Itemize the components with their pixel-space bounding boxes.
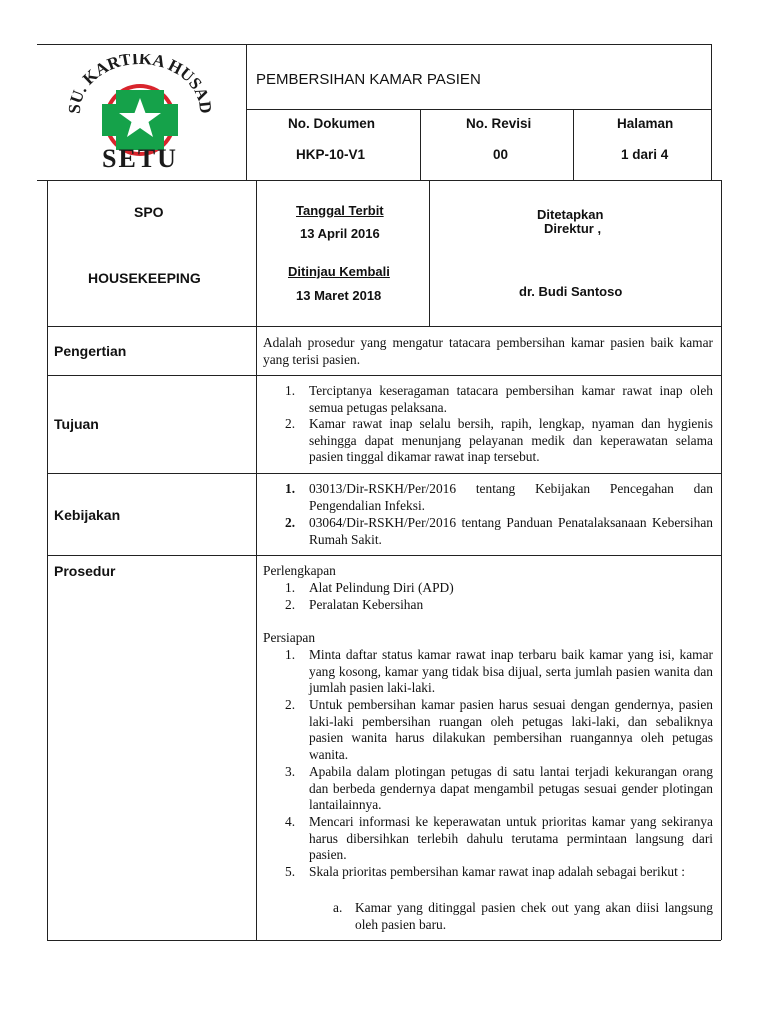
pengertian-label: Pengertian — [54, 343, 127, 359]
issued-date: 13 April 2016 — [300, 226, 380, 241]
tujuan-list: 1. Terciptanya keseragaman tatacara pembersihan kamar rawat inap oleh semua petugas pelaksana. 2. Kamar rawat inap selalu bersih, rapih, lengkap, nyaman dan hygienis sehingga dapat menunjang pelayanan medik dan keperawatan selama pasien tinggal dikamar rawat inap tersebut. — [285, 383, 713, 465]
prosedur-content: Perlengkapan 1. Alat Pelindung Diri (APD) 2. Peralatan Kebersihan Persiapan 1. Minta daftar status kamar rawat inap terbaru baik kamar yang isi, kamar yang kosong, kamar yang tidak bisa dijual, serta jumlah pasien wanita dan jumlah pasien laki-laki. 2. Untuk pembersihan kamar pasien harus sesuai dengan gendernya, pasien laki-laki pembersihan ruangan oleh petugas laki-laki, dan sebaliknya pasien wanita harus dilakukan pembersihan ruangannya oleh petugas wanita. 3. Apabila dalam plotingan petugas di satu lantai terjadi kekurangan orang dan berbeda gendernya dapat mengambil petugas sesuai gender plotingan lantailainnya. 4. Mencari informasi ke keperawatan untuk prioritas kamar yang sekiranya harus dibersihkan terlebih dahulu terutama permintaan langsung dari pasien. 5. Skala prioritas pembersihan kamar rawat inap adalah sebagai berikut : a. Kamar yang ditinggal pasien chek out yang akan diisi langsung oleh pasien baru. — [263, 563, 713, 932]
hospital-logo — [62, 54, 218, 172]
review-date: 13 Maret 2018 — [296, 288, 382, 303]
persiapan-title: Persiapan — [263, 630, 316, 645]
logo-bottom-text: SETU — [102, 144, 178, 172]
pengertian-text: Adalah prosedur yang mengatur tatacara pembersihan kamar pasien baik kamar yang terisi pasien. — [263, 335, 713, 367]
spo-label: SPO — [134, 204, 164, 220]
director-name: dr. Budi Santoso — [519, 284, 623, 299]
kebijakan-label: Kebijakan — [54, 507, 121, 523]
approval-line-1: Ditetapkan — [537, 207, 604, 222]
tujuan-label: Tujuan — [54, 416, 99, 432]
doc-number-value: HKP-10-V1 — [296, 147, 366, 162]
prosedur-label: Prosedur — [54, 563, 116, 579]
logo-arc-text: SU. KARTIKA HUSAD — [64, 54, 216, 115]
document-title: PEMBERSIHAN KAMAR PASIEN — [256, 71, 481, 88]
approval-line-2: Direktur , — [544, 221, 602, 236]
issued-date-label: Tanggal Terbit — [296, 203, 384, 218]
revision-value: 00 — [493, 147, 509, 162]
review-date-label: Ditinjau Kembali — [288, 264, 390, 279]
kebijakan-list: 1. 03013/Dir-RSKH/Per/2016 tentang Kebijakan Pencegahan dan Pengendalian Infeksi. 2. 03064/Dir-RSKH/Per/2016 tentang Panduan Penatalaksanaan Kebersihan Rumah Sakit. — [285, 481, 713, 547]
page-label: Halaman — [617, 116, 674, 131]
page-value: 1 dari 4 — [621, 147, 669, 162]
doc-number-label: No. Dokumen — [288, 116, 376, 131]
perlengkapan-title: Perlengkapan — [263, 563, 336, 578]
revision-label: No. Revisi — [466, 116, 532, 131]
unit-label: HOUSEKEEPING — [88, 270, 201, 286]
